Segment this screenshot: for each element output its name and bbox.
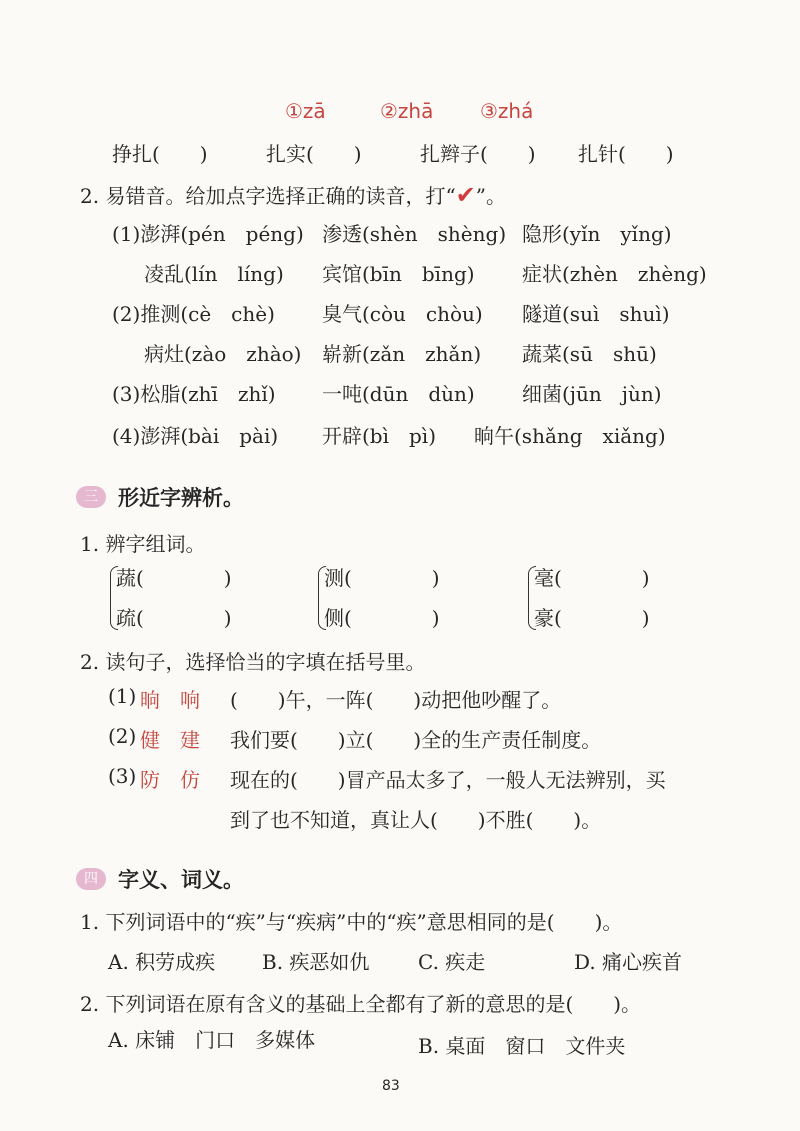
pinyin-choice-row4-b[interactable]: 崭新(zǎn zhǎn) bbox=[322, 342, 482, 366]
q1-option-a[interactable]: A. 积劳成疾 bbox=[108, 950, 216, 974]
sentence-2-text[interactable]: 我们要( )立( )全的生产责任制度。 bbox=[230, 728, 602, 752]
word-group-3-a[interactable]: 毫( ) bbox=[534, 566, 650, 590]
pinyin-choice-row5-b[interactable]: 一吨(dūn dùn) bbox=[322, 382, 475, 406]
sentence-3-chars: 防 仿 bbox=[140, 768, 200, 792]
pinyin-choice-row3-b[interactable]: 臭气(còu chòu) bbox=[322, 302, 483, 326]
pinyin-choice-row2-b[interactable]: 宾馆(bīn bīng) bbox=[322, 262, 475, 286]
question-2-title: 2. 易错音。给加点字选择正确的读音，打“✔”。 bbox=[80, 181, 507, 209]
sentence-3-text[interactable]: 现在的( )冒产品太多了，一般人无法辨别，买 bbox=[230, 768, 666, 792]
option-zhá: ③zhá bbox=[480, 99, 534, 123]
q1-option-b[interactable]: B. 疾恶如仇 bbox=[262, 950, 370, 974]
word-group-1-a[interactable]: 蔬( ) bbox=[116, 566, 232, 590]
zha-word-4[interactable]: 扎针( ) bbox=[578, 142, 674, 166]
sentence-1-chars: 晌 响 bbox=[140, 688, 200, 712]
check-icon: ✔ bbox=[455, 181, 476, 209]
sentence-1-text[interactable]: ( )午，一阵( )动把他吵醒了。 bbox=[230, 688, 562, 712]
zha-word-2[interactable]: 扎实( ) bbox=[266, 142, 362, 166]
sentence-3-text-continued[interactable]: 到了也不知道，真让人( )不胜( )。 bbox=[230, 808, 602, 832]
pinyin-choice-row4-a[interactable]: 病灶(zào zhào) bbox=[144, 342, 302, 366]
pinyin-choice-row6-a[interactable]: (4)澎湃(bài pài) bbox=[112, 424, 279, 448]
word-group-3-b[interactable]: 豪( ) bbox=[534, 606, 650, 630]
section-4-question-2: 2. 下列词语在原有含义的基础上全都有了新的意思的是( )。 bbox=[80, 992, 642, 1016]
pinyin-choice-row1-b[interactable]: 渗透(shèn shèng) bbox=[322, 222, 507, 246]
pinyin-choice-row1-a[interactable]: (1)澎湃(pén péng) bbox=[112, 222, 304, 246]
sentence-3-number: (3) bbox=[108, 764, 137, 788]
sentence-1-number: (1) bbox=[108, 684, 137, 708]
q2-option-b[interactable]: B. 桌面 窗口 文件夹 bbox=[418, 1034, 626, 1058]
word-group-2-b[interactable]: 侧( ) bbox=[324, 606, 440, 630]
q2-option-a[interactable]: A. 床铺 门口 多媒体 bbox=[108, 1028, 316, 1052]
section-4-title: 字义、词义。 bbox=[118, 867, 244, 892]
pinyin-choice-row3-c[interactable]: 隧道(suì shuì) bbox=[522, 302, 670, 326]
q1-option-d[interactable]: D. 痛心疾首 bbox=[574, 950, 683, 974]
section-badge-4: 四 bbox=[76, 868, 106, 890]
page-number: 83 bbox=[382, 1078, 400, 1094]
zha-word-1[interactable]: 挣扎( ) bbox=[112, 142, 208, 166]
section-3-question-2: 2. 读句子，选择恰当的字填在括号里。 bbox=[80, 650, 426, 674]
section-badge-3: 三 bbox=[76, 486, 106, 508]
section-3-title: 形近字辨析。 bbox=[118, 485, 244, 510]
pinyin-choice-row2-a[interactable]: 凌乱(lín líng) bbox=[144, 262, 284, 286]
section-3-question-1: 1. 辨字组词。 bbox=[80, 532, 206, 556]
pinyin-choice-row4-c[interactable]: 蔬菜(sū shū) bbox=[522, 342, 657, 366]
option-zhā: ②zhā bbox=[380, 99, 434, 123]
pinyin-choice-row6-c[interactable]: 晌午(shǎng xiǎng) bbox=[474, 424, 666, 448]
pinyin-choice-row5-a[interactable]: (3)松脂(zhī zhǐ) bbox=[112, 382, 276, 406]
option-zā: ①zā bbox=[285, 99, 326, 123]
word-group-2-a[interactable]: 测( ) bbox=[324, 566, 440, 590]
pinyin-choice-row2-c[interactable]: 症状(zhèn zhèng) bbox=[522, 262, 707, 286]
word-group-1-b[interactable]: 疏( ) bbox=[116, 606, 232, 630]
section-4-question-1: 1. 下列词语中的“疾”与“疾病”中的“疾”意思相同的是( )。 bbox=[80, 910, 623, 934]
q1-option-c[interactable]: C. 疾走 bbox=[418, 950, 486, 974]
pinyin-choice-row3-a[interactable]: (2)推测(cè chè) bbox=[112, 302, 275, 326]
pinyin-choice-row6-b[interactable]: 开辟(bì pì) bbox=[322, 424, 437, 448]
pinyin-choice-row5-c[interactable]: 细菌(jūn jùn) bbox=[522, 382, 662, 406]
zha-word-3[interactable]: 扎辫子( ) bbox=[420, 142, 536, 166]
sentence-2-number: (2) bbox=[108, 724, 137, 748]
sentence-2-chars: 健 建 bbox=[140, 728, 200, 752]
pinyin-choice-row1-c[interactable]: 隐形(yǐn yǐng) bbox=[522, 222, 672, 246]
